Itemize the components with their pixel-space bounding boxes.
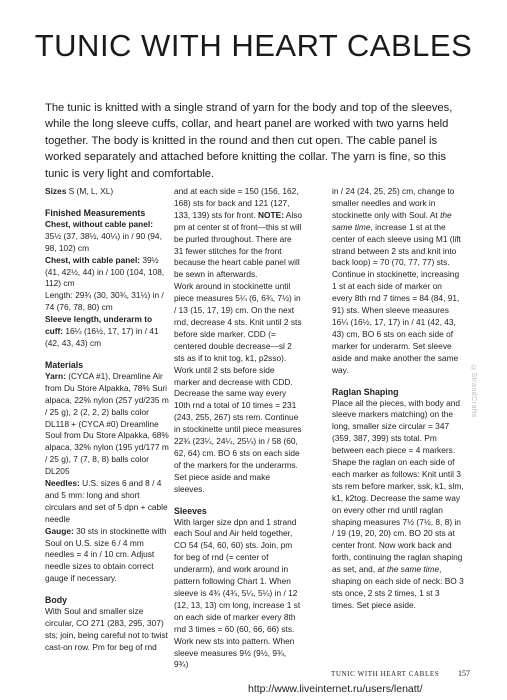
raglan-same-time-italic: at the same time <box>377 564 440 575</box>
needles-value: U.S. sizes 6 and 8 / 4 and 5 mm: long and short circulars and set of 5 dpn + cable needle <box>45 478 168 524</box>
chest-with-panel <box>45 255 169 291</box>
raglan-text-b: , shaping on each side of neck: BO 3 sts once, 2 sts 2 times, 1 st 3 times. Set piece aside. <box>332 564 464 610</box>
gauge-value: 30 sts in stockinette with Soul on U.S. size 6 / 4 mm needles = 4 in / 10 cm. Adjust needle sizes to obtain correct gauge if necessary. <box>45 525 167 584</box>
side-credit: ©StrandCrafts <box>470 365 477 418</box>
running-footer: TUNIC WITH HEART CABLES <box>331 670 440 678</box>
body-text-b: Also pm at center st of front—this st will be purled throughout. There are 31 fewer stitches for the front because the heart cable panel will be sewn in afterwards. <box>174 209 303 280</box>
yarn-value: (CYCA #1), Dreamline Air from Du Store Alpakka, 78% Suri alpaca, 22% nylon (257 yd/235 m / 25 g), 2 (2, 2, 2) balls color DL118 + (CYCA #0) Dreamline Soul from Du Store Alpakka, 68% alpaca, 32% nylon (195 yd/177 m / 25 g), 7 (7, 8, 8) balls color DL205 <box>45 370 169 477</box>
sizes-line <box>45 186 169 198</box>
gauge-line <box>45 526 169 586</box>
sleeve-length-value: 16¼ (16½, 17, 17) in / 41 (42, 43, 43) cm <box>45 326 159 348</box>
raglan-heading: Raglan Shaping <box>332 386 399 397</box>
body-text-c: Work around in stockinette until piece measures 5¼ (6, 6¾, 7½) in / 13 (15, 17, 19) cm. On the next rnd, decrease 4 sts. Knit until 2 sts before side marker. CDD (= centered double decrease—sl 2 sts as if to knit tog, k1, p2sso). Work until 2 sts before side marker and decrease with CDD. Decrease the same way every 10th rnd a total of 10 times = 231 (243, 255, 267) sts rem. Continue in stockinette until piece measures 22¾ (23¼, 24¼, 25¼) in / 58 (60, 62, 64) cm. BO 6 sts on each side of the markers for the underarms. Set piece aside and make sleeves. <box>174 281 302 494</box>
sleeves-heading: Sleeves <box>174 505 207 516</box>
page-number: 157 <box>458 669 470 678</box>
raglan-text <box>332 398 464 612</box>
body-heading: Body <box>45 595 67 606</box>
body-text: With Soul and smaller size circular, CO 271 (283, 295, 307) sts; join, being careful not to twist cast-on row. Pm for beg of rnd <box>45 606 168 652</box>
length-line: Length: 29¾ (30, 30¾, 31½) in / 74 (76, 78, 80) cm <box>45 290 164 313</box>
column-3 <box>332 186 464 612</box>
chest-without-panel <box>45 219 169 255</box>
needles-label: Needles: <box>45 478 80 489</box>
needles-line <box>45 478 169 526</box>
body-text-a: and at each side = 150 (156, 162, 168) sts for back and 121 (127, 133, 139) sts for front. <box>174 186 299 220</box>
sizes-value: S (M, L, XL) <box>66 186 114 196</box>
chest-without-label: Chest, without cable panel: <box>45 218 154 229</box>
body-continued <box>174 186 302 281</box>
sleeves-text-a: in / 24 (24, 25, 25) cm, change to smaller needles and work in stockinette only with Soul. At <box>332 186 455 220</box>
column-2 <box>174 186 302 671</box>
materials-heading: Materials <box>45 359 84 370</box>
sleeves-text-b: , increase 1 st at the center of each sleeve using M1 (lift strand between 2 sts and knit into back loop) = 70 (70, 77, 77) sts. Continue in stockinette, increasing 1 st at each side of marker on every 8th rnd 7 times = 84 (84, 91, 91) sts. When sleeve measures 16¼ (16½, 17, 17) in / 41 (42, 43, 43) cm, BO 6 sts on each side of marker for underarm. Set sleeve aside and make another the same way. <box>332 221 461 375</box>
sleeves-text: With larger size dpn and 1 strand each Soul and Air held together, CO 54 (54, 60, 60) sts. Join, pm for beg of rnd (= center of underarm), and work around in pattern following Chart 1. When sleeve is 4¾ (4¾, 5¼, 5¼) in / 12 (12, 13, 13) cm long, increase 1 st on each side of marker every 8th rnd 3 times = 60 (60, 66, 66) sts. Work new sts into pattern. When sleeve measures 9½ (9½, 9¾, 9¾) <box>174 516 301 670</box>
yarn-label: Yarn: <box>45 370 66 381</box>
chest-with-value: 39½ (41, 42½, 44) in / 100 (104, 108, 112) cm <box>45 254 165 289</box>
intro-paragraph: The tunic is knitted with a single strand of yarn for the body and top of the sleeves, while the long sleeve cuffs, collar, and heart panel are worked with two yarns held together. The body is knitted in the round and then cut open. The cable panel is worked separately and attached before knitting the collar. The yarn is fine, so this tunic is very light and comfortable. <box>45 102 453 180</box>
sizes-label: Sizes <box>45 186 67 196</box>
raglan-text-a: Place all the pieces, with body and sleeve markers matching) on the long, smaller size circular = 347 (359, 387, 399) sts total. Pm between each piece = 4 markers. Shape the raglan on each side of each marker as follows: Knit until 3 sts rem before marker, ssk, k1, slm, k1, k2tog. Decrease the same way on every other rnd until raglan shaping measures 7½ (7½, 8, 8) in / 19 (19, 20, 20) cm. BO 20 sts at center front. Now work back and forth, continuing the raglan shaping as set, and, <box>332 397 464 575</box>
watermark-url: http://www.liveinternet.ru/users/lenatt/ <box>248 683 423 695</box>
sleeve-length <box>45 314 169 350</box>
sleeve-length-label: Sleeve length, underarm to cuff: <box>45 314 153 337</box>
chest-without-value: 35½ (37, 38½, 40¼) in / 90 (94, 98, 102) cm <box>45 230 162 253</box>
note-label: NOTE: <box>257 209 284 220</box>
yarn-line <box>45 371 169 478</box>
chest-with-label: Chest, with cable panel: <box>45 254 141 265</box>
gauge-label: Gauge: <box>45 525 74 536</box>
sleeves-continued <box>332 186 464 377</box>
same-time-italic: the same time <box>332 209 452 232</box>
finished-measurements-heading: Finished Measurements <box>45 207 146 218</box>
page-title: TUNIC WITH HEART CABLES <box>34 28 473 63</box>
column-1 <box>45 186 169 654</box>
